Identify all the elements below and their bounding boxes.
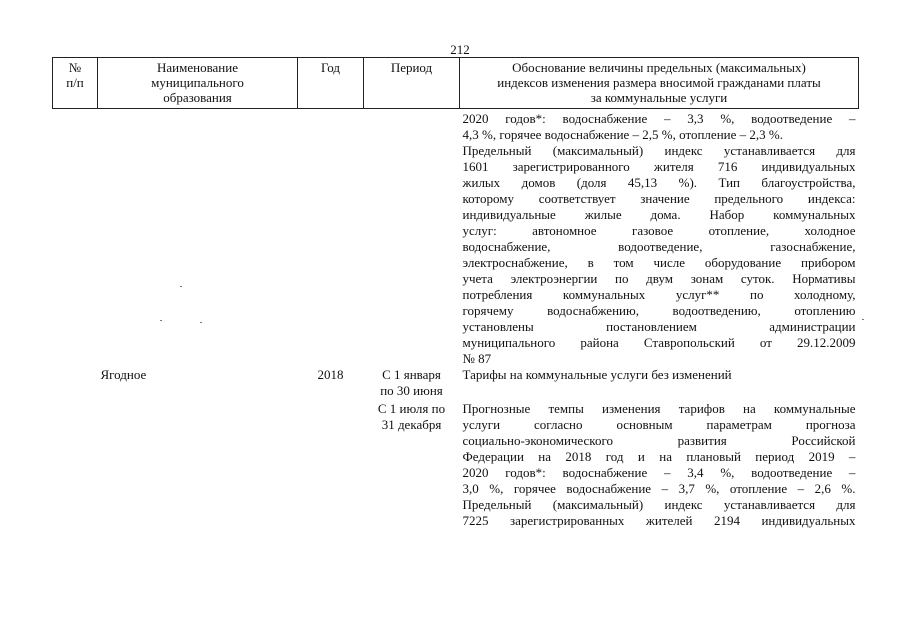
tariff-table <box>52 57 859 529</box>
table-header-row <box>53 58 859 109</box>
period-first-half: С 1 января по 30 июня <box>380 367 443 398</box>
justification-cell <box>460 367 859 529</box>
continuation-text: 2020 годов*: водоснабжение – 3,3 %, водоотведение – 4,3 %, горячее водоснабжение – 2,5 %, отопление – 2,3 %. Предельный (максимальный) индекс устанавливается для 1601 зарегистрированного жителя 716 индивидуальных жилых домов (доля 45,13 %). Тип благоустройства, которому соответствует значение предельного индекса: индивидуальные жилые дома. Набор коммунальных услуг: автономное газовое отопление, холодное водоснабжение, водоотведение, газоснабжение, электроснабжение, в том числе оборудование прибором учета электроэнергии по двум зонам суток. Нормативы потребления коммунальных услуг** по холодному, горячему водоснабжению, водоотведению, отоплению установлены постановлением администрации муниципального района Ставропольский от 29.12.2009 № 87 <box>462 111 856 366</box>
scan-speck <box>862 319 864 320</box>
scan-speck <box>180 286 182 287</box>
table-row-continuation <box>53 109 859 368</box>
period-cell <box>364 367 460 529</box>
table-row-yagodnoe <box>53 367 859 529</box>
year-cell: 2018 <box>317 367 344 382</box>
period-second-half: С 1 июля по 31 декабря <box>377 401 446 432</box>
justification-no-change: Тарифы на коммунальные услуги без изменений <box>462 367 732 382</box>
page-number: 212 <box>450 42 470 57</box>
header-period: Период <box>364 58 460 109</box>
scan-speck <box>160 320 162 321</box>
justification-forecast: Прогнозные темпы изменения тарифов на коммунальные услуги согласно основным параметрам прогноза социально-экономического развития Российской Федерации на 2018 год и на плановый период 2019 – 2020 годов*: водоснабжение – 3,4 %, водоотведение – 3,0 %, горячее водоснабжение – 3,7 %, отопление – 2,6 %. Предельный (максимальный) индекс устанавливается для 7225 зарегистрированных жителей 2194 индивидуальных <box>462 401 856 528</box>
municipality-name: Ягодное <box>100 367 147 382</box>
header-number: № п/п <box>53 58 98 109</box>
header-municipality: Наименование муниципального образования <box>98 58 298 109</box>
header-year: Год <box>298 58 364 109</box>
scan-speck <box>200 322 202 323</box>
header-justification: Обоснование величины предельных (максимальных) индексов изменения размера вносимой гражданами платы за коммунальные услуги <box>460 58 859 109</box>
